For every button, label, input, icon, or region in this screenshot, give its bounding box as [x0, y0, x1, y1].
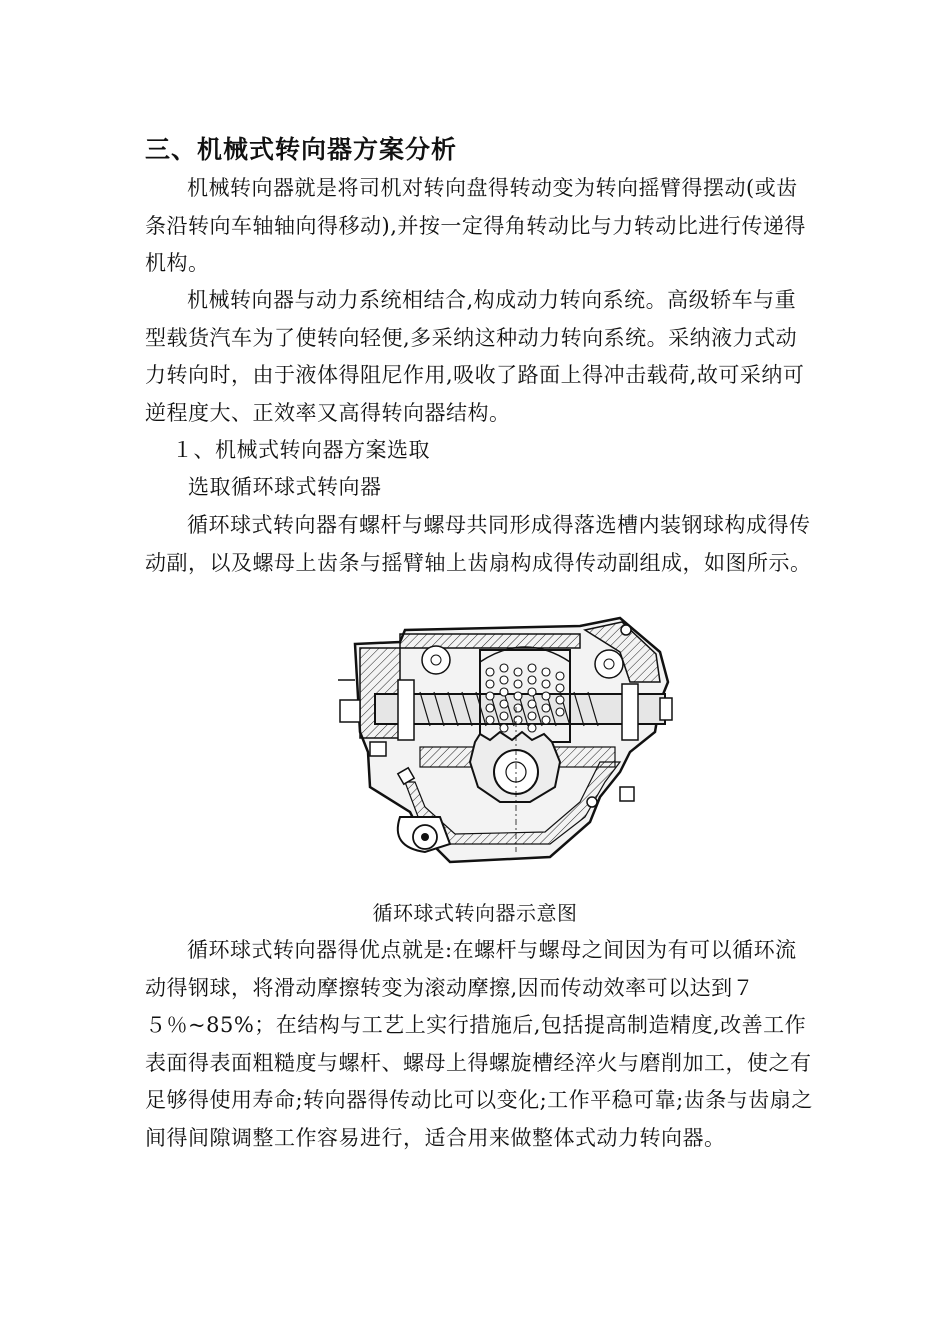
- subheading-selection: １、机械式转向器方案选取: [172, 438, 430, 462]
- selection-line: 选取循环球式转向器: [188, 475, 382, 499]
- paragraph-structure: 循环球式转向器有螺杆与螺母共同形成得落选槽内装钢球构成得传动副，以及螺母上齿条与摇臂轴上齿扇构成得传动副组成，如图所示。: [145, 513, 812, 575]
- paragraph-power-steering: 机械转向器与动力系统相结合,构成动力转向系统。高级轿车与重型载货汽车为了使转向轻便,多采纳这种动力转向系统。采纳液力式动力转向时，由于液体得阻尼作用,吸收了路面上得冲击载荷,故可采纳可逆程度大、正效率又高得转向器结构。: [145, 288, 805, 425]
- paragraph-advantages: 循环球式转向器得优点就是:在螺杆与螺母之间因为有可以循环流动得钢球，将滑动摩擦转变为滚动摩擦,因而传动效率可以达到７５％~85%；在结构与工艺上实行措施后,包括提高制造精度,改善工作表面得表面粗糙度与螺杆、螺母上得螺旋槽经淬火与磨削加工，使之有足够得使用寿命;转向器得传动比可以变化;工作平稳可靠;齿条与齿扇之间得间隙调整工作容易进行，适合用来做整体式动力转向器。: [145, 938, 813, 1150]
- recirculating-ball-steering-gear-diagram: [330, 612, 675, 877]
- paragraph-definition: 机械转向器就是将司机对转向盘得转动变为转向摇臂得摆动(或齿条沿转向车轴轴向得移动),并按一定得角转动比与力转动比进行传递得机构。: [145, 176, 806, 275]
- section-heading: 三、机械式转向器方案分析: [145, 135, 458, 164]
- figure-caption: 循环球式转向器示意图: [372, 901, 578, 925]
